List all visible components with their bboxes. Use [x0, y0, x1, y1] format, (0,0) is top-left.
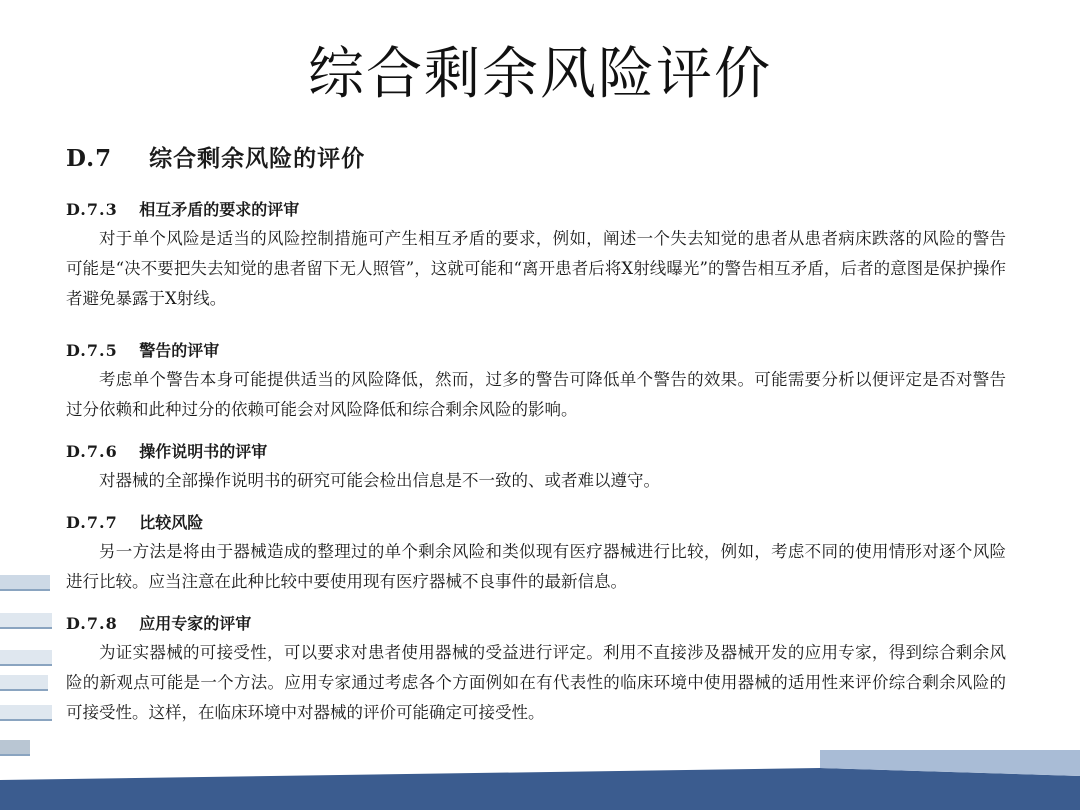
clause-number: D.7.7	[66, 513, 118, 532]
band-dark	[0, 768, 1080, 810]
decorative-bottom-band	[0, 750, 1080, 810]
clause-text: 对器械的全部操作说明书的研究可能会检出信息是不一致的、或者难以遵守。	[99, 471, 660, 490]
section-number: D.7	[66, 145, 113, 172]
clause-d78	[66, 611, 1006, 728]
decorative-strip	[0, 705, 52, 721]
decorative-strip	[0, 575, 50, 591]
clause-heading	[66, 197, 1006, 220]
section-heading	[66, 140, 1006, 173]
clause-d76	[66, 439, 1006, 496]
decorative-strip	[0, 613, 52, 629]
decorative-strip	[0, 650, 52, 666]
slide-title: 综合剩余风险评价	[308, 42, 772, 107]
clause-number: D.7.5	[66, 341, 118, 360]
clause-title: 相互矛盾的要求的评审	[139, 200, 300, 219]
document-body	[66, 140, 1006, 742]
clause-text: 考虑单个警告本身可能提供适当的风险降低，然而，过多的警告可降低单个警告的效果。可能需要分析以便评定是否对警告过分依赖和此种过分的依赖可能会对风险降低和综合剩余风险的影响。	[66, 370, 1006, 419]
clause-title: 比较风险	[139, 513, 204, 532]
clause-number: D.7.6	[66, 442, 118, 461]
clause-heading	[66, 338, 1006, 361]
clause-d73	[66, 197, 1006, 314]
clause-text: 为证实器械的可接受性，可以要求对患者使用器械的受益进行评定。利用不直接涉及器械开发的应用专家，得到综合剩余风险的新观点可能是一个方法。应用专家通过考虑各个方面例如在有代表性的临床环境中使用器械的适用性来评价综合剩余风险的可接受性。这样，在临床环境中对器械的评价可能确定可接受性。	[66, 643, 1006, 722]
clause-d75	[66, 338, 1006, 425]
clause-title: 应用专家的评审	[139, 614, 252, 633]
clause-number: D.7.8	[66, 614, 118, 633]
clause-text: 另一方法是将由于器械造成的整理过的单个剩余风险和类似现有医疗器械进行比较，例如，考虑不同的使用情形对逐个风险进行比较。应当注意在此种比较中要使用现有医疗器械不良事件的最新信息。	[66, 542, 1006, 591]
clause-title: 操作说明书的评审	[139, 442, 268, 461]
clause-title: 警告的评审	[139, 341, 220, 360]
decorative-strip	[0, 675, 48, 691]
decorative-side-strips	[0, 575, 56, 775]
clause-d77	[66, 510, 1006, 597]
clause-heading	[66, 439, 1006, 462]
clause-heading	[66, 510, 1006, 533]
clause-number: D.7.3	[66, 200, 118, 219]
clause-text: 对于单个风险是适当的风险控制措施可产生相互矛盾的要求，例如，阐述一个失去知觉的患者从患者病床跌落的风险的警告可能是“决不要把失去知觉的患者留下无人照管”，这就可能和“离开患者后将X射线曝光”的警告相互矛盾，后者的意图是保护操作者避免暴露于X射线。	[66, 229, 1006, 308]
clause-heading	[66, 611, 1006, 634]
section-title: 综合剩余风险的评价	[149, 146, 366, 172]
